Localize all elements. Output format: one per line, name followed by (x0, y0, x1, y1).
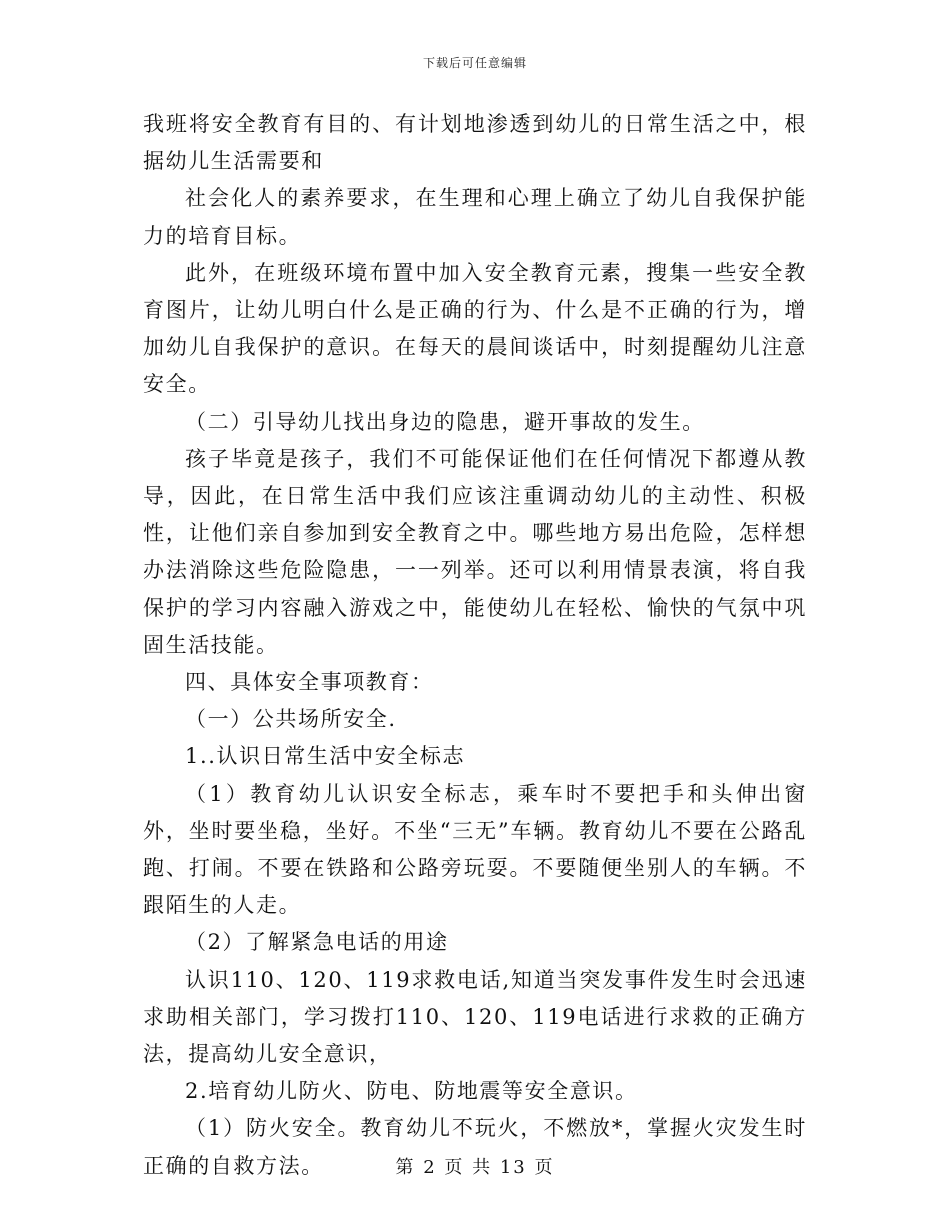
paragraph: 社会化人的素养要求，在生理和心理上确立了幼儿自我保护能力的培育目标。 (143, 186, 807, 248)
paragraph: 此外，在班级环境布置中加入安全教育元素，搜集一些安全教育图片，让幼儿明白什么是正确的行为、什么是不正确的行为，增加幼儿自我保护的意识。在每天的晨间谈话中，时刻提醒幼儿注意安全。 (143, 260, 807, 397)
paragraph: （1）教育幼儿认识安全标志，乘车时不要把手和头伸出窗外，坐时要坐稳，坐好。不坐“三无”车辆。教育幼儿不要在公路乱跑、打闹。不要在铁路和公路旁玩耍。不要随便坐别人的车辆。不跟陌生的人走。 (143, 781, 807, 918)
document-body (143, 106, 807, 1185)
section-heading: 1..认识日常生活中安全标志 (185, 744, 466, 769)
section-heading: 2.培育幼儿防火、防电、防地震等安全意识。 (185, 1079, 638, 1104)
paragraph: 认识110、120、119求救电话,知道当突发事件发生时会迅速求助相关部门，学习拨打110、120、119电话进行求救的正确方法，提高幼儿安全意识， (143, 967, 807, 1067)
section-heading: （二）引导幼儿找出身边的隐患，避开事故的发生。 (185, 409, 705, 434)
section-heading: （2）了解紧急电话的用途 (185, 930, 449, 955)
section-heading: （一）公共场所安全. (185, 707, 397, 732)
section-heading: 四、具体安全事项教育： (185, 670, 434, 695)
paragraph: （1）防火安全。教育幼儿不玩火，不燃放*，掌握火灾发生时正确的自救方法。 (143, 1116, 807, 1178)
page-number: 第 2 页 共 13 页 (395, 1157, 555, 1178)
paragraph: 我班将安全教育有目的、有计划地渗透到幼儿的日常生活之中，根据幼儿生活需要和 (143, 112, 807, 174)
page-header: 下载后可任意编辑 (422, 56, 527, 70)
paragraph: 孩子毕竟是孩子，我们不可能保证他们在任何情况下都遵从教导，因此，在日常生活中我们应该注重调动幼儿的主动性、积极性，让他们亲自参加到安全教育之中。哪些地方易出危险，怎样想办法消除这些危险隐患，一一列举。还可以利用情景表演，将自我保护的学习内容融入游戏之中，能使幼儿在轻松、愉快的气氛中巩固生活技能。 (143, 446, 807, 657)
